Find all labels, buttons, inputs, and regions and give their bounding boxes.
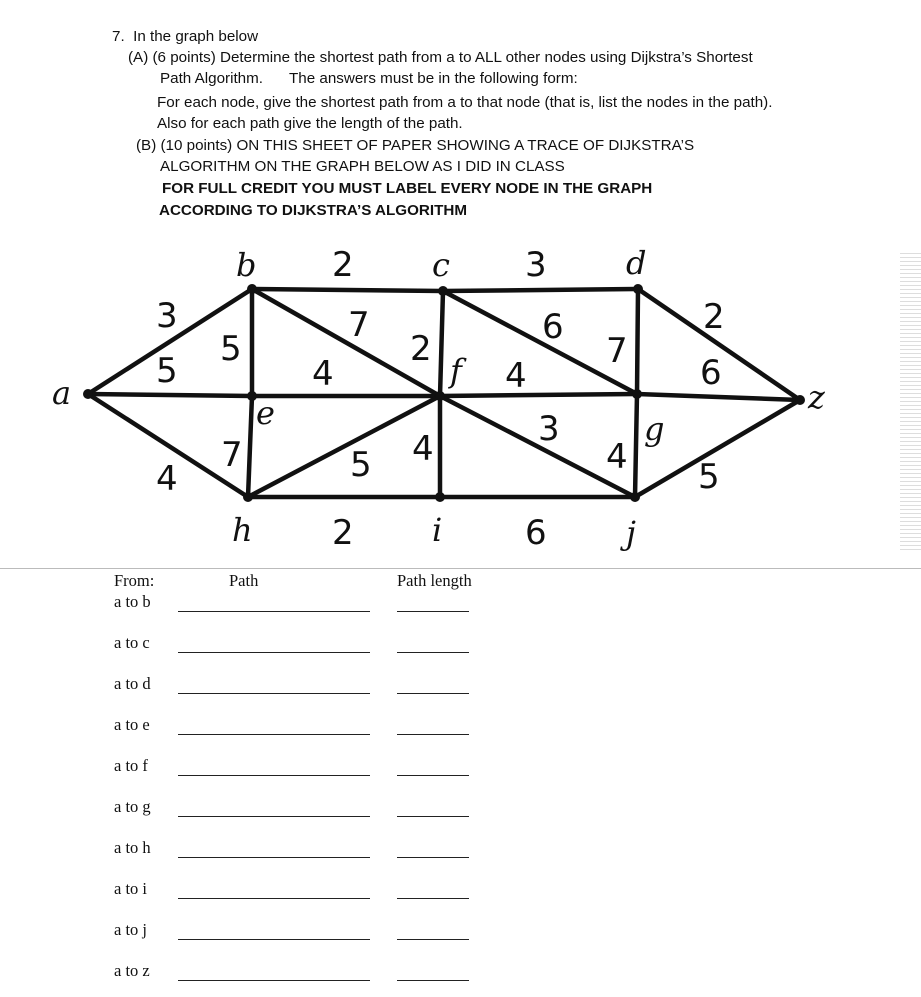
weight-f-i: 4 bbox=[412, 429, 434, 469]
node-dot-d bbox=[633, 284, 643, 294]
node-label-f: f bbox=[450, 352, 462, 390]
path-blank[interactable] bbox=[178, 652, 370, 653]
weight-b-c: 2 bbox=[332, 245, 354, 285]
answer-row-j bbox=[0, 920, 921, 950]
weight-j-z: 5 bbox=[698, 457, 720, 497]
answer-row-f bbox=[0, 756, 921, 786]
problem-number: 7. bbox=[112, 28, 125, 45]
node-dot-a bbox=[83, 389, 93, 399]
part-b-line1: (B) (10 points) ON THIS SHEET OF PAPER SHOWING A TRACE OF DIJKSTRA’S bbox=[136, 137, 695, 154]
edge-c-f bbox=[440, 291, 443, 396]
node-label-j: j bbox=[626, 514, 636, 552]
row-label: a to c bbox=[114, 633, 150, 652]
edge-c-d bbox=[443, 289, 638, 291]
node-label-h: h bbox=[232, 511, 253, 549]
weight-d-g: 7 bbox=[606, 331, 628, 371]
path-blank[interactable] bbox=[178, 611, 370, 612]
answer-row-h bbox=[0, 838, 921, 868]
row-label: a to f bbox=[114, 756, 148, 775]
length-blank[interactable] bbox=[397, 980, 469, 981]
row-label: a to h bbox=[114, 838, 151, 857]
weight-g-z: 6 bbox=[700, 353, 722, 393]
edge-g-j bbox=[635, 394, 637, 497]
weight-i-j: 6 bbox=[525, 513, 547, 553]
weight-h-f: 5 bbox=[350, 445, 372, 485]
row-label: a to e bbox=[114, 715, 150, 734]
weight-a-h: 4 bbox=[156, 459, 178, 499]
node-dot-z bbox=[795, 395, 805, 405]
node-dot-f bbox=[435, 391, 445, 401]
path-blank[interactable] bbox=[178, 734, 370, 735]
weight-c-d: 3 bbox=[525, 245, 547, 285]
path-blank[interactable] bbox=[178, 693, 370, 694]
header-from: From: bbox=[114, 571, 155, 590]
row-label: a to z bbox=[114, 961, 150, 980]
length-blank[interactable] bbox=[397, 611, 469, 612]
weight-g-j: 4 bbox=[606, 437, 628, 477]
weight-h-i: 2 bbox=[332, 513, 354, 553]
node-label-d: d bbox=[626, 244, 647, 282]
node-label-g: g bbox=[644, 410, 665, 448]
node-dot-h bbox=[243, 492, 253, 502]
answer-row-g bbox=[0, 797, 921, 827]
edge-g-z bbox=[637, 394, 800, 400]
weight-c-g: 6 bbox=[542, 307, 564, 347]
path-blank[interactable] bbox=[178, 980, 370, 981]
dijkstra-graph bbox=[0, 225, 921, 565]
answer-table bbox=[0, 565, 921, 997]
node-label-e: e bbox=[256, 394, 275, 432]
length-blank[interactable] bbox=[397, 857, 469, 858]
answer-row-d bbox=[0, 674, 921, 704]
row-label: a to g bbox=[114, 797, 151, 816]
length-blank[interactable] bbox=[397, 734, 469, 735]
length-blank[interactable] bbox=[397, 816, 469, 817]
weight-f-j: 3 bbox=[538, 409, 560, 449]
edge-b-c bbox=[252, 289, 443, 291]
length-blank[interactable] bbox=[397, 939, 469, 940]
edge-f-g bbox=[440, 394, 637, 396]
weight-d-z: 2 bbox=[703, 297, 725, 337]
path-blank[interactable] bbox=[178, 898, 370, 899]
part-a-line2b: The answers must be in the following form: bbox=[289, 70, 578, 87]
node-label-c: c bbox=[432, 246, 450, 284]
node-dot-g bbox=[632, 389, 642, 399]
part-a-line2a: Path Algorithm. bbox=[160, 70, 263, 87]
row-label: a to d bbox=[114, 674, 151, 693]
problem-number-line bbox=[112, 26, 258, 48]
node-label-z: z bbox=[808, 378, 825, 416]
weight-b-e: 5 bbox=[220, 329, 242, 369]
weight-e-f: 4 bbox=[312, 354, 334, 394]
path-blank[interactable] bbox=[178, 775, 370, 776]
edge-d-g bbox=[637, 289, 638, 394]
answer-row-i bbox=[0, 879, 921, 909]
weight-a-b: 3 bbox=[156, 296, 178, 336]
path-blank[interactable] bbox=[178, 857, 370, 858]
answer-row-b bbox=[0, 592, 921, 622]
answer-row-e bbox=[0, 715, 921, 745]
part-b-line2: ALGORITHM ON THE GRAPH BELOW AS I DID IN CLASS bbox=[160, 158, 565, 175]
row-label: a to b bbox=[114, 592, 151, 611]
scan-margin-strip bbox=[900, 250, 921, 550]
row-label: a to j bbox=[114, 920, 147, 939]
node-dot-j bbox=[630, 492, 640, 502]
node-label-a: a bbox=[52, 374, 72, 412]
weight-e-h: 7 bbox=[221, 435, 243, 475]
answer-row-z bbox=[0, 961, 921, 991]
length-blank[interactable] bbox=[397, 775, 469, 776]
path-blank[interactable] bbox=[178, 816, 370, 817]
node-dot-i bbox=[435, 492, 445, 502]
part-a-line3: For each node, give the shortest path from a to that node (that is, list the nodes in the path). bbox=[157, 94, 773, 111]
node-dot-b bbox=[247, 284, 257, 294]
part-b-line4: ACCORDING TO DIJKSTRA’S ALGORITHM bbox=[159, 202, 467, 219]
header-path-length: Path length bbox=[397, 571, 472, 590]
weight-a-e: 5 bbox=[156, 351, 178, 391]
edge-a-e bbox=[88, 394, 252, 396]
weight-c-f: 2 bbox=[410, 329, 432, 369]
part-a-line4: Also for each path give the length of the path. bbox=[157, 115, 463, 132]
row-label: a to i bbox=[114, 879, 147, 898]
part-a-line2 bbox=[160, 68, 578, 90]
length-blank[interactable] bbox=[397, 898, 469, 899]
part-a-line1: (A) (6 points) Determine the shortest path from a to ALL other nodes using Dijkstra’s Shortest bbox=[128, 49, 753, 66]
edge-e-h bbox=[248, 396, 252, 497]
node-label-b: b bbox=[236, 246, 257, 284]
path-blank[interactable] bbox=[178, 939, 370, 940]
node-label-i: i bbox=[432, 511, 443, 549]
problem-intro: In the graph below bbox=[133, 28, 259, 45]
node-dot-c bbox=[438, 286, 448, 296]
length-blank[interactable] bbox=[397, 693, 469, 694]
answer-row-c bbox=[0, 633, 921, 663]
length-blank[interactable] bbox=[397, 652, 469, 653]
weight-b-f: 7 bbox=[348, 305, 370, 345]
part-b-line3: FOR FULL CREDIT YOU MUST LABEL EVERY NODE IN THE GRAPH bbox=[162, 180, 653, 197]
weight-f-g: 4 bbox=[505, 356, 527, 396]
header-path: Path bbox=[229, 571, 259, 590]
